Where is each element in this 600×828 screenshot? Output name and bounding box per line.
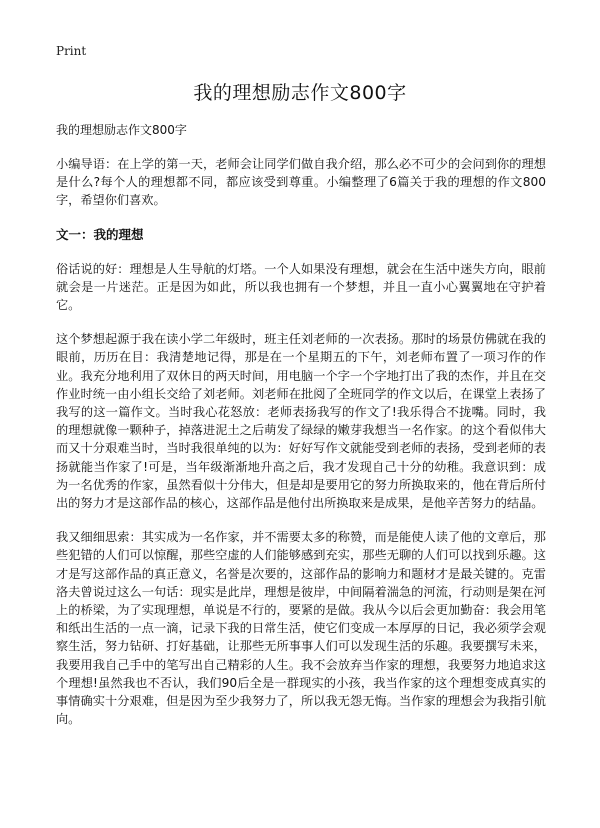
- page-title: 我的理想励志作文800字: [193, 82, 407, 104]
- article-body: [56, 121, 546, 744]
- body-paragraph-2: 这个梦想起源于我在读小学二年级时，班主任刘老师的一次表扬。那时的场景仿佛就在我的眼前，历历在目：我清楚地记得，那是在一个星期五的下午，刘老师布置了一项习作的作业。我充分地利用了双休日的两天时间，用电脑一个字一个字地打出了我的杰作，并且在交作业时统一由小组长交给了刘老师。刘老师在批阅了全班同学的作文以后，在课堂上表扬了我写的这一篇作文。当时我心花怒放：老师表扬我写的作文了!我乐得合不拢嘴。同时，我的理想就像一颗种子，掉落进泥土之后萌发了绿绿的嫩芽我想当一名作家。的这个看似伟大而又十分艰难当时，当时我很单纯的以为：好好写作文就能受到老师的表扬，受到老师的表扬就能当作家了!可是，当年级渐渐地升高之后，我才发现自己十分的幼稚。我意识到：成为一名优秀的作家，虽然看似十分伟大，但是却是要用它的努力所换取来的，他在背后所付出的努力才是这部作品的核心，这部作品是他付出所换取来是成果，是他辛苦努力的结晶。: [56, 332, 546, 511]
- print-label: Print: [56, 44, 87, 58]
- body-paragraph-1: 俗话说的好：理想是人生导航的灯塔。一个人如果没有理想，就会在生活中迷失方向，眼前就会是一片迷茫。正是因为如此，所以我也拥有一个梦想，并且一直小心翼翼地在守护着它。: [56, 261, 546, 313]
- intro-paragraph: 小编导语：在上学的第一天，老师会让同学们做自我介绍，那么必不可少的会问到你的理想是什么?每个人的理想都不同，都应该受到尊重。小编整理了6篇关于我的理想的作文800字，希望你们喜欢。: [56, 157, 546, 208]
- section-heading: 文一：我的理想: [56, 226, 144, 242]
- article-subtitle: 我的理想励志作文800字: [56, 123, 187, 137]
- body-paragraph-3: 我又细细思索：其实成为一名作家，并不需要太多的称赞，而是能使人读了他的文章后，那些犯错的人们可以惊醒，那些空虚的人们能够感到充实，那些无聊的人们可以找到乐趣。这才是写这部作品的真正意义，名誉是次要的，这部作品的影响力和题材才是最关键的。克雷洛夫曾说过这么一句话：现实是此岸，理想是彼岸，中间隔着湍急的河流，行动则是架在河上的桥梁，为了实现理想，单说是不行的，要紧的是做。我从今以后会更加勤奋：我会用笔和纸出生活的一点一滴，记录下我的日常生活，使它们变成一本厚厚的日记，我必须学会观察生活，努力钻研、打好基础，让那些无所事事人们可以发现生活的乐趣。我要撰写未来，我要用我自己手中的笔写出自己精彩的人生。我不会放弃当作家的理想，我要努力地追求这个理想!虽然我也不否认，我们90后全是一群现实的小孩，我当作家的这个理想变成真实的事情确实十分艰难，但是因为至少我努力了，所以我无怨无悔。当作家的理想会为我指引航向。: [56, 530, 546, 727]
